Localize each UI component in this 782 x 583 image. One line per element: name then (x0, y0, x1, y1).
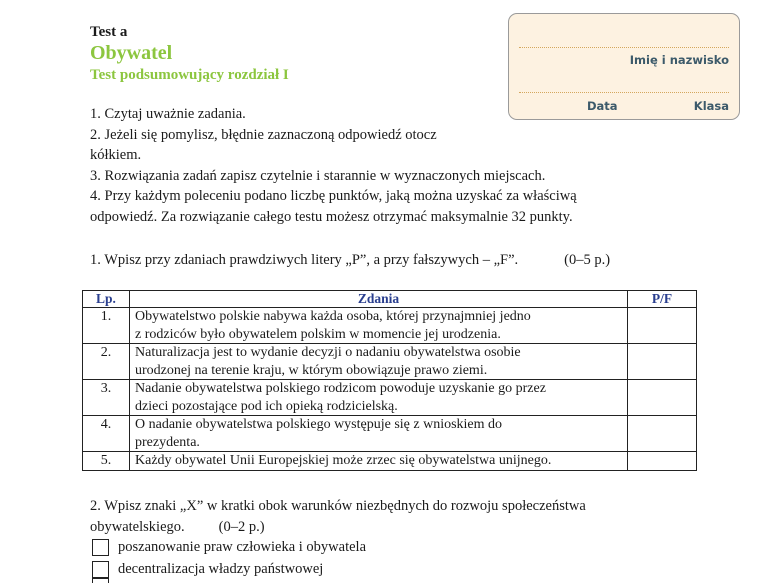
answer-cell[interactable] (628, 380, 697, 416)
header-zdania: Zdania (130, 291, 628, 308)
statement (130, 344, 628, 380)
name-label: Imię i nazwisko (629, 53, 729, 67)
question-1-text: 1. Wpisz przy zdaniach prawdziwych litery „P”, a przy fałszywych – „F”. (90, 252, 519, 268)
instruction-line: 2. Jeżeli się pomylisz, błędnie zaznaczoną odpowiedź otocz (90, 126, 437, 143)
question-1 (90, 252, 610, 269)
table-row (83, 416, 697, 452)
name-field-line[interactable] (519, 47, 729, 48)
statement (130, 416, 628, 452)
row-number: 3. (83, 380, 130, 416)
option-checkbox[interactable] (92, 539, 109, 556)
header-lp: Lp. (83, 291, 130, 308)
question-2-text: obywatelskiego. (90, 519, 185, 535)
table-row (83, 344, 697, 380)
statement-line: Obywatelstwo polskie nabywa każda osoba, której przynajmniej jedno (135, 309, 531, 324)
answer-cell[interactable] (628, 344, 697, 380)
class-label: Klasa (693, 99, 729, 113)
instruction-line: 1. Czytaj uważnie zadania. (90, 106, 246, 122)
date-label: Data (587, 99, 618, 113)
statement-line: dzieci pozostające pod ich opieką rodzicielską. (135, 398, 398, 414)
question-2-points: (0–2 p.) (218, 519, 265, 535)
statement (130, 380, 628, 416)
page-title: Obywatel (90, 42, 173, 64)
row-number: 2. (83, 344, 130, 380)
statement-line: prezydenta. (135, 434, 200, 450)
date-class-field-line[interactable] (519, 92, 729, 93)
instruction-line: 4. Przy każdym poleceniu podano liczbę punktów, jaką można uzyskać za właściwą (90, 188, 577, 204)
answer-cell[interactable] (628, 452, 697, 471)
option-label: decentralizacja władzy państwowej (118, 561, 324, 577)
statement-line: O nadanie obywatelstwa polskiego występuje się z wnioskiem do (135, 417, 503, 432)
option-item (92, 561, 323, 578)
page-subtitle: Test podsumowujący rozdział I (90, 67, 289, 83)
instructions (90, 104, 680, 227)
question-2 (90, 496, 660, 538)
header-pf: P/F (628, 291, 697, 308)
question-1-points: (0–5 p.) (564, 252, 611, 268)
statement (130, 452, 628, 471)
statement-line: Naturalizacja jest to wydanie decyzji o nadaniu obywatelstwa osobie (135, 345, 521, 360)
true-false-table (82, 290, 697, 471)
option-item (92, 539, 366, 556)
statement-line: Każdy obywatel Unii Europejskiej może zrzec się obywatelstwa unijnego. (135, 453, 552, 468)
table-row (83, 452, 697, 471)
option-label: poszanowanie praw człowieka i obywatela (118, 539, 367, 555)
test-variant-label: Test a (90, 24, 128, 40)
instruction-line: kółkiem. (90, 147, 142, 163)
statement (130, 308, 628, 344)
instruction-line: odpowiedź. Za rozwiązanie całego testu możesz otrzymać maksymalnie 32 punkty. (90, 208, 573, 225)
row-number: 4. (83, 416, 130, 452)
row-number: 1. (83, 308, 130, 344)
statement-line: Nadanie obywatelstwa polskiego rodzicom powoduje uzyskanie go przez (135, 381, 546, 396)
question-2-text: 2. Wpisz znaki „X” w kratki obok warunków niezbędnych do rozwoju społeczeństwa (90, 498, 586, 514)
statement-line: urodzonej na terenie kraju, w którym obowiązuje prawo ziemi. (135, 362, 488, 378)
row-number: 5. (83, 452, 130, 471)
answer-cell[interactable] (628, 416, 697, 452)
table-header-row (83, 291, 697, 308)
statement-line: z rodziców było obywatelem polskim w momencie jej urodzenia. (135, 326, 501, 342)
option-checkbox[interactable] (92, 561, 109, 578)
instruction-line: 3. Rozwiązania zadań zapisz czytelnie i starannie w wyznaczonych miejscach. (90, 167, 546, 184)
table-row (83, 380, 697, 416)
table-row (83, 308, 697, 344)
answer-cell[interactable] (628, 308, 697, 344)
